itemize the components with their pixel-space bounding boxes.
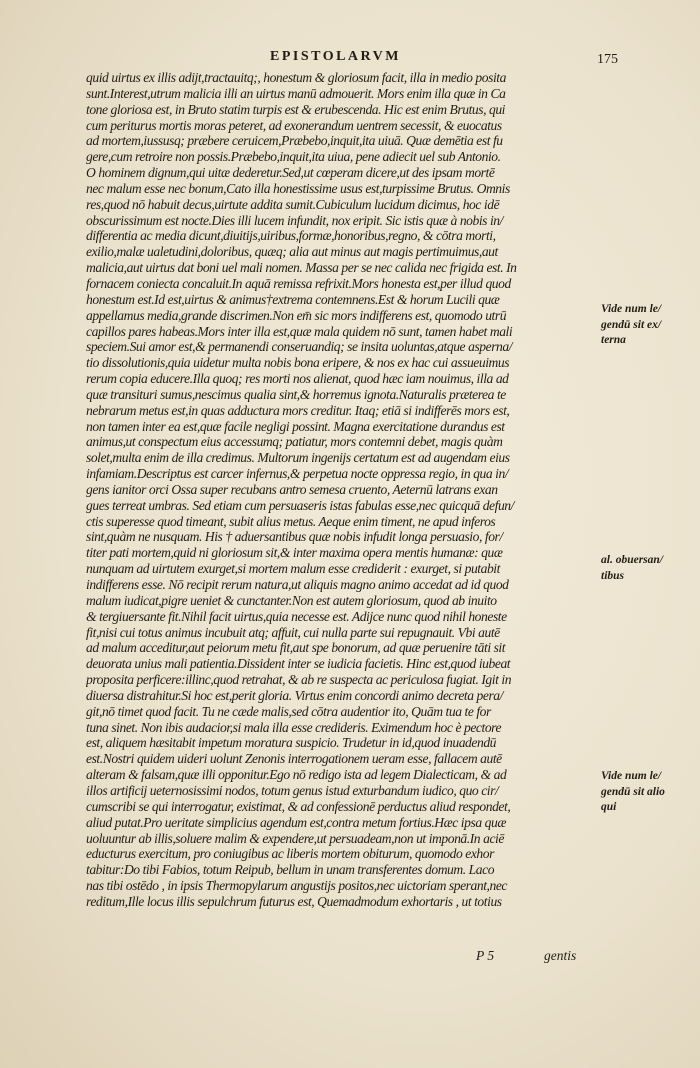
- text-line: nas tibi ostēdo , in ipsis Thermopylarum angustijs positos,nec uictoriam sperant,nec: [86, 878, 507, 894]
- margin-note-line: tibus: [601, 569, 625, 582]
- text-line: animus,ut conspectum eius accessumq; patiatur, mors contemni debet, magis quàm: [86, 434, 503, 450]
- text-line: ad mortem,iussusq; præbere ceruicem,Præbebo,inquit,ita uiuā. Quæ demētia est fu: [86, 133, 503, 149]
- text-line: capillos pares habeas.Mors inter illa est,quæ mala quidem nō sunt, tamen habet mali: [86, 323, 513, 339]
- text-line: sint,quàm ne nusquam. His † aduersantibus quæ nobis infudit longa persuasio, for/: [86, 529, 503, 545]
- text-line: sunt.Interest,utrum malicia illi an uirtus manū admouerit. Mors enim illa quæ in Ca: [86, 85, 506, 101]
- margin-note-line: gendū sit alio: [601, 785, 665, 798]
- text-line: nunquam ad uirtutem exurget,si mortem malum esse crediderit : exurget, si putabit: [86, 561, 500, 577]
- text-line: git,nō timet quod facit. Tu ne cæde malis,sed cōtra audentior ito, Quām tua te for: [86, 703, 491, 719]
- text-line: aliud putat.Pro ueritate simplicius agendum est,contra metum fortius.Hæc ipsa quæ: [86, 814, 506, 830]
- margin-note-line: Vide num le/: [601, 770, 662, 782]
- page-header: [270, 49, 670, 71]
- text-line: proposita perficere:illinc,quod retrahat, & ab re suspecta ac periculosa fugiat. Igit in: [86, 672, 512, 688]
- text-line: uoluuntur ab illis,soluere malim & expendere,ut persuadeam,non ut imponā.In aciē: [86, 830, 504, 846]
- text-line: alteram & falsam,quæ illi opponitur.Ego nō redigo ista ad legem Dialecticam, & ad: [86, 767, 507, 783]
- text-line: nec malum esse nec bonum,Cato illa honestissime usus est,turpissime Brutus. Omnis: [86, 180, 510, 196]
- text-line: malum iudicat,pigre ueniet & cunctanter.Non est autem gloriosum, quod ab inuito: [86, 592, 497, 608]
- text-line: est.Nostri quidem uideri uolunt Zenonis interrogationem ueram esse, fallacem autē: [86, 751, 502, 767]
- text-line: appellamus media,grande discrimen.Non em̄ sic mors indifferens est, quomodo utrū: [86, 307, 507, 323]
- text-line: ctis superesse quod timeant, subit alius metus. Aeque enim timent, ne apud inferos: [86, 513, 496, 529]
- text-line: quæ transituri sumus,nescimus qualia sint,& horremus ignota.Naturalis præterea te: [86, 386, 506, 402]
- text-line: gere,cum retroire non possis.Præbebo,inquit,ita uiua, pene adiecit uel sub Antonio.: [86, 149, 501, 165]
- text-line: infamiam.Descriptus est carcer infernus,& perpetua nocte oppressa regio, in qua in/: [86, 466, 509, 482]
- text-line: & tergiuersante fit.Nihil facit uirtus,quia necesse est. Adijce nunc quod nihil honeste: [86, 608, 507, 624]
- margin-note-line: Vide num le/: [601, 303, 662, 315]
- text-line: illos artificij ueternosissimi nodos, totum genus istud exturbandum iudico, quo cir/: [86, 782, 499, 798]
- text-line: gues terreat umbras. Sed etiam cum persuaseris istas fabulas esse,nec quicquā defun/: [86, 497, 514, 513]
- text-line: obscurissimum est nocte.Dies illi lucem infundit, nox eripit. Sic istis quæ à nobis in/: [86, 212, 503, 228]
- text-line: tuna sinet. Non ibis audacior,si mala illa esse credideris. Eximendum hoc è pectore: [86, 719, 502, 735]
- text-line: fit,nisi cui totus animus incubuit atq; affuit, cui nulla parte sui repugnauit. Vbi autē: [86, 624, 500, 640]
- body-text: [86, 70, 600, 910]
- text-line: differentia ac media dicunt,diuitijs,uiribus,formæ,honoribus,regno, & cōtra morti,: [86, 228, 496, 244]
- margin-note-2: [601, 553, 697, 584]
- text-line: tio dissolutionis,quia uidetur multa nobis bona eripere, & nos ex hac cui assueuimus: [86, 355, 510, 371]
- text-line: fornacem coniecta concaluit.In aquā remissa refrixit.Mors honesta est,per illud quod: [86, 275, 511, 291]
- text-line: solet,multa enim de illa credimus. Multorum ingenijs certatum est ad augendam eius: [86, 450, 510, 466]
- catchword: gentis: [544, 948, 577, 963]
- page-number: 175: [597, 52, 618, 67]
- margin-note-line: qui: [601, 801, 617, 813]
- margin-note-line: terna: [601, 334, 626, 346]
- text-line: indifferens esse. Nō recipit rerum natura,ut aliquis magno animo accedat ad id quod: [86, 577, 509, 592]
- text-line: tone gloriosa est, in Bruto statim turpis est & erubescenda. Hic est enim Brutus, qui: [86, 101, 505, 117]
- margin-note-3: [601, 769, 697, 816]
- text-line: malicia,aut uirtus dat boni uel mali nomen. Massa per se nec calida nec frigida est. In: [86, 260, 517, 276]
- text-line: honestum est.Id est,uirtus & animus†extrema contemnens.Est & horum Lucili quæ: [86, 291, 500, 307]
- text-line: quid uirtus ex illis adijt,tractauitq;, honestum & gloriosum facit, illa in medio posita: [86, 70, 506, 85]
- text-line: speciem.Sui amor est,& permanendi conseruandiq; se insita uoluntas,atque asperna/: [86, 339, 513, 355]
- text-line: cum periturus mortis moras peteret, ad exonerandum uentrem secessit, & euocatus: [86, 117, 502, 133]
- text-line: gens ianitor orci Ossa super recubans antro semesa cruento, Aeternū latrans exan: [86, 481, 498, 497]
- margin-note-line: al. obuersan/: [601, 554, 663, 566]
- page-footer: [476, 948, 616, 968]
- text-line: est, aliquem hæsitabit impetum moratura suspicio. Trudetur in id,quod inuadendū: [86, 735, 497, 751]
- text-line: ad malum acceditur,aut peiorum metu fit,aut spe bonorum, ad quæ peruenire tāti sit: [86, 640, 506, 656]
- text-line: titer pati mortem,quid ni gloriosum sit,& inter maxima opera mentis humanæ: quæ: [86, 545, 503, 561]
- text-line: cumscribi se qui interrogatur, existimat, & ad confessionē perductus aliud respondet,: [86, 798, 511, 814]
- text-line: O hominem dignum,qui uitæ dederetur.Sed,ut cœperam dicere,ut des ipsam mortē: [86, 165, 495, 181]
- text-line: non tamen inter ea est,quæ facile negligi possint. Magna exercitatione durandus est: [86, 418, 505, 434]
- text-line: tabitur:Do tibi Fabios, totum Reipub, bellum in unam transferentes domum. Laco: [86, 862, 495, 878]
- text-line: diuersa distrahitur.Si hoc est,perit gloria. Virtus enim concordi animo decreta pera/: [86, 687, 503, 703]
- text-line: reditum,Ille locus illis sepulchrum futurus est, Quemadmodum exhortaris , ut totius: [86, 893, 502, 909]
- text-line: rerum copia educere.Illa quoq; res morti nos alienat, quod hæc iam nouimus, illa ad: [86, 371, 509, 387]
- text-line: deuorata unius mali patientia.Dissident inter se iudicia facietis. Hinc est,quod iubeat: [86, 656, 511, 672]
- text-line: res,quod nō habuit decus,uirtute addita sumit.Cubiculum lucidum dicimus, hoc idē: [86, 196, 500, 212]
- margin-note-line: gendū sit ex/: [601, 318, 662, 331]
- text-line: exilio,malæ ualetudini,doloribus, quæq; alia aut minus aut magis pertimuimus,aut: [86, 244, 498, 260]
- running-title: EPISTOLARVM: [270, 49, 401, 64]
- text-line: educturus exercitum, pro coniugibus ac liberis mortem obiturum, quomodo exhor: [86, 846, 494, 862]
- margin-note-1: [601, 302, 697, 349]
- text-line: nebrarum metus est,in quas adductura mors creditur. Itaq; etiā si indifferēs mors est,: [86, 402, 510, 418]
- signature-mark: P 5: [476, 948, 495, 963]
